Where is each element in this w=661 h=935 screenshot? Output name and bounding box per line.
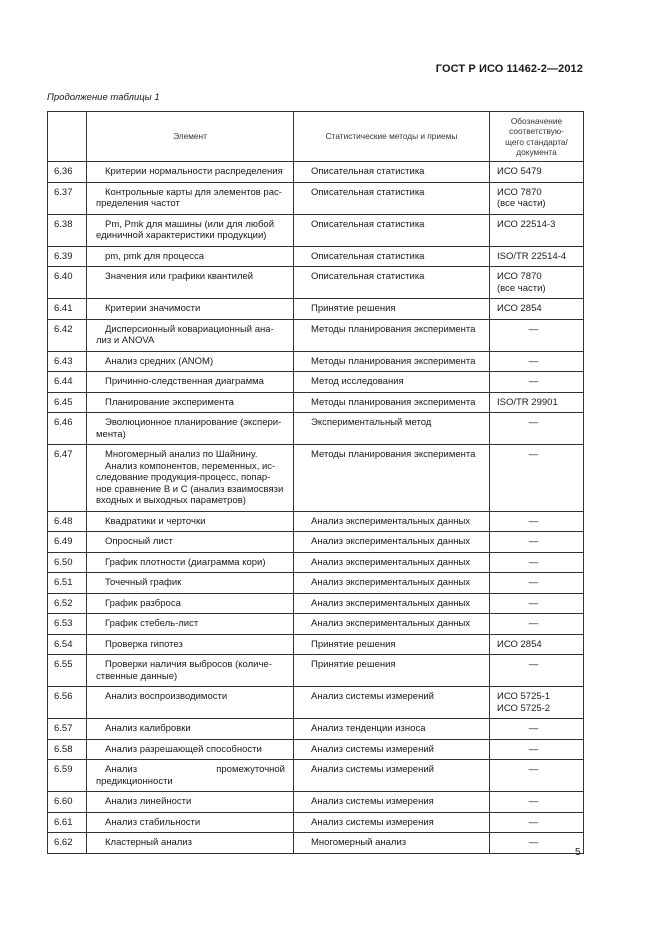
table-row [48, 792, 584, 813]
row-element [87, 593, 294, 614]
row-method: Метод исследования [294, 372, 490, 393]
document-text-line: ИСО 22514-3 [497, 218, 556, 230]
row-number: 6.39 [48, 246, 87, 267]
row-document [490, 593, 584, 614]
table-row [48, 182, 584, 214]
table-row [48, 760, 584, 792]
row-method: Многомерный анализ [294, 833, 490, 854]
row-method: Анализ системы измерений [294, 760, 490, 792]
element-text-line: Проверка гипотез [105, 638, 183, 650]
row-element [87, 634, 294, 655]
row-document [490, 182, 584, 214]
row-element [87, 182, 294, 214]
row-number: 6.47 [48, 445, 87, 512]
element-text-line: следование продукция-процесс, попар- [96, 472, 271, 483]
row-document [490, 687, 584, 719]
header-number [48, 112, 87, 162]
element-text-line: Анализ линейности [105, 796, 192, 807]
row-document [490, 267, 584, 299]
table-row [48, 267, 584, 299]
row-document [490, 634, 584, 655]
row-element [87, 413, 294, 445]
row-method: Методы планирования эксперимента [294, 445, 490, 512]
element-text-line: пределения частот [96, 198, 180, 209]
row-number: 6.59 [48, 760, 87, 792]
table-row [48, 246, 584, 267]
row-method: Анализ экспериментальных данных [294, 532, 490, 553]
row-number: 6.41 [48, 299, 87, 320]
row-number: 6.58 [48, 739, 87, 760]
element-text-line: Кластерный анализ [105, 837, 192, 848]
row-element [87, 573, 294, 594]
table-row [48, 614, 584, 635]
row-number: 6.56 [48, 687, 87, 719]
row-number: 6.37 [48, 182, 87, 214]
row-number: 6.45 [48, 392, 87, 413]
row-method: Анализ системы измерения [294, 792, 490, 813]
row-element [87, 511, 294, 532]
row-number: 6.62 [48, 833, 87, 854]
element-text-line: Проверки наличия выбросов (количе- [105, 659, 272, 670]
row-method: Методы планирования эксперимента [294, 319, 490, 351]
row-document [490, 214, 584, 246]
row-method: Принятие решения [294, 634, 490, 655]
row-document [490, 246, 584, 267]
element-text-line: Многомерный анализ по Шайнину. [105, 449, 258, 460]
document-text-line: — [528, 723, 539, 734]
row-method: Описательная статистика [294, 246, 490, 267]
row-element [87, 552, 294, 573]
document-text-line: — [528, 323, 539, 335]
row-number: 6.52 [48, 593, 87, 614]
document-text-line: ИСО 7870 [497, 271, 542, 282]
element-text-line: Квадратики и черточки [105, 515, 206, 527]
table-row [48, 299, 584, 320]
document-text-line: (все части) [497, 282, 546, 294]
row-number: 6.61 [48, 812, 87, 833]
document-text-line: — [528, 837, 539, 848]
document-text-line: — [528, 355, 539, 367]
row-method: Описательная статистика [294, 182, 490, 214]
element-text-line: входных и выходных параметров) [96, 495, 246, 506]
row-element [87, 319, 294, 351]
elements-table [47, 111, 584, 854]
element-text-line: График разброса [105, 597, 181, 609]
row-element [87, 532, 294, 553]
row-document [490, 511, 584, 532]
row-element [87, 614, 294, 635]
document-text-line: — [528, 556, 539, 568]
row-document [490, 162, 584, 183]
element-text-line: График стебель-лист [105, 618, 199, 629]
row-element [87, 812, 294, 833]
table-row [48, 812, 584, 833]
row-document [490, 319, 584, 351]
document-text-line: ИСО 5725-2 [497, 702, 551, 714]
document-text-line: ИСО 7870 [497, 186, 542, 198]
row-number: 6.53 [48, 614, 87, 635]
row-document [490, 614, 584, 635]
table-row [48, 573, 584, 594]
row-element [87, 392, 294, 413]
element-text-line: единичной характеристики продукции) [96, 230, 267, 241]
table-row [48, 392, 584, 413]
table-row [48, 634, 584, 655]
document-text-line: — [528, 659, 539, 670]
document-text-line: — [528, 618, 539, 629]
row-element [87, 246, 294, 267]
row-document [490, 760, 584, 792]
row-number: 6.50 [48, 552, 87, 573]
document-text-line: ISO/TR 22514-4 [497, 250, 567, 262]
document-text-line: ISO/TR 29901 [497, 396, 558, 408]
row-document [490, 392, 584, 413]
element-text-line: Анализ стабильности [105, 816, 201, 828]
element-text-line: Планирование эксперимента [105, 396, 234, 408]
row-element [87, 267, 294, 299]
row-element [87, 445, 294, 512]
document-text-line: ИСО 2854 [497, 303, 542, 314]
row-method: Методы планирования эксперимента [294, 351, 490, 372]
row-document [490, 655, 584, 687]
header-element: Элемент [87, 112, 294, 162]
document-text-line: — [528, 376, 539, 387]
row-document [490, 812, 584, 833]
header-document-line: Обозначение [510, 115, 563, 126]
row-document [490, 719, 584, 740]
document-text-line: — [528, 417, 539, 428]
element-text-line: ное сравнение B и C (анализ взаимосвязи [96, 483, 284, 495]
element-text-line: Pm, Pmk для машины (или для любой [105, 218, 275, 230]
row-element [87, 299, 294, 320]
element-text-line: Анализ промежуточной предикционности [96, 764, 285, 787]
row-document [490, 833, 584, 854]
row-method: Описательная статистика [294, 267, 490, 299]
page-number: 5 [575, 847, 581, 858]
document-text-line: ИСО 2854 [497, 638, 542, 650]
row-method: Анализ экспериментальных данных [294, 573, 490, 594]
row-element [87, 833, 294, 854]
document-text-line: ИСО 5479 [497, 166, 542, 177]
table-row [48, 552, 584, 573]
table-row [48, 511, 584, 532]
row-document [490, 351, 584, 372]
table-row [48, 319, 584, 351]
row-document [490, 372, 584, 393]
row-number: 6.49 [48, 532, 87, 553]
row-element [87, 351, 294, 372]
row-document [490, 532, 584, 553]
element-text-line: Анализ средних (ANOM) [105, 355, 214, 367]
table-row [48, 372, 584, 393]
element-text-line: Дисперсионный ковариационный ана- [105, 323, 274, 335]
table-header-row [48, 112, 584, 162]
header-document [490, 112, 584, 162]
element-text-line: ственные данные) [96, 670, 178, 682]
row-number: 6.36 [48, 162, 87, 183]
element-text-line: лиз и ANOVA [96, 335, 155, 346]
document-text-line: — [528, 577, 539, 588]
row-element [87, 162, 294, 183]
row-document [490, 552, 584, 573]
row-method: Принятие решения [294, 655, 490, 687]
row-number: 6.48 [48, 511, 87, 532]
header-document-line: щего стандарта/ [505, 136, 568, 147]
row-number: 6.57 [48, 719, 87, 740]
row-document [490, 299, 584, 320]
row-element [87, 792, 294, 813]
row-element [87, 655, 294, 687]
row-document [490, 413, 584, 445]
table-row [48, 532, 584, 553]
document-text-line: — [528, 597, 539, 609]
element-text-line: Опросный лист [105, 536, 173, 547]
document-text-line: — [528, 449, 539, 460]
document-text-line: (все части) [497, 198, 546, 209]
table-row [48, 413, 584, 445]
document-text-line: — [528, 743, 539, 755]
row-element [87, 739, 294, 760]
table-row [48, 739, 584, 760]
header-document-line: документа [516, 147, 557, 157]
table-row [48, 593, 584, 614]
document-text-line: — [528, 764, 539, 775]
row-method: Анализ системы измерений [294, 687, 490, 719]
row-method: Анализ экспериментальных данных [294, 552, 490, 573]
row-method: Анализ экспериментальных данных [294, 614, 490, 635]
table-row [48, 214, 584, 246]
row-number: 6.46 [48, 413, 87, 445]
header-document-line: соответствую- [509, 126, 564, 136]
row-method: Методы планирования эксперимента [294, 392, 490, 413]
element-text-line: Значения или графики квантилей [105, 271, 254, 282]
row-method: Анализ экспериментальных данных [294, 593, 490, 614]
row-number: 6.44 [48, 372, 87, 393]
row-document [490, 445, 584, 512]
table-caption: Продолжение таблицы 1 [47, 92, 160, 103]
row-number: 6.43 [48, 351, 87, 372]
row-method: Экспериментальный метод [294, 413, 490, 445]
row-method: Описательная статистика [294, 162, 490, 183]
document-standard-id: ГОСТ Р ИСО 11462-2—2012 [435, 63, 583, 75]
row-document [490, 792, 584, 813]
element-text-line: Анализ компонентов, переменных, ис- [105, 460, 276, 472]
element-text-line: Точечный график [105, 577, 182, 588]
row-number: 6.54 [48, 634, 87, 655]
element-text-line: Эволюционное планирование (экспери- [105, 417, 282, 428]
row-method: Анализ системы измерения [294, 812, 490, 833]
row-number: 6.38 [48, 214, 87, 246]
element-text-line: График плотности (диаграмма кори) [105, 556, 266, 568]
element-text-line: мента) [96, 428, 126, 440]
row-element [87, 719, 294, 740]
document-text-line: ИСО 5725-1 [497, 691, 551, 702]
row-element [87, 372, 294, 393]
element-text-line: Критерии нормальности распределения [105, 166, 283, 177]
row-document [490, 739, 584, 760]
row-method: Принятие решения [294, 299, 490, 320]
table-row [48, 445, 584, 512]
row-number: 6.60 [48, 792, 87, 813]
table-row [48, 719, 584, 740]
table-row [48, 655, 584, 687]
table-row [48, 162, 584, 183]
row-method: Анализ тенденции износа [294, 719, 490, 740]
row-element [87, 760, 294, 792]
table-row [48, 833, 584, 854]
document-text-line: — [528, 515, 539, 527]
row-element [87, 687, 294, 719]
document-text-line: — [528, 536, 539, 547]
element-text-line: Контрольные карты для элементов рас- [105, 186, 282, 198]
row-method: Описательная статистика [294, 214, 490, 246]
header-methods: Статистические методы и приемы [294, 112, 490, 162]
row-number: 6.51 [48, 573, 87, 594]
row-number: 6.55 [48, 655, 87, 687]
element-text-line: Анализ воспроизводимости [105, 691, 228, 702]
table-row [48, 351, 584, 372]
table-row [48, 687, 584, 719]
element-text-line: Причинно-следственная диаграмма [105, 376, 264, 387]
element-text-line: Критерии значимости [105, 303, 201, 314]
row-number: 6.40 [48, 267, 87, 299]
row-document [490, 573, 584, 594]
row-element [87, 214, 294, 246]
element-text-line: Анализ калибровки [105, 723, 191, 734]
document-text-line: — [528, 796, 539, 807]
row-method: Анализ системы измерений [294, 739, 490, 760]
element-text-line: Анализ разрешающей способности [105, 743, 262, 755]
row-number: 6.42 [48, 319, 87, 351]
row-method: Анализ экспериментальных данных [294, 511, 490, 532]
element-text-line: pm, pmk для процесса [105, 250, 205, 262]
document-text-line: — [528, 816, 539, 828]
